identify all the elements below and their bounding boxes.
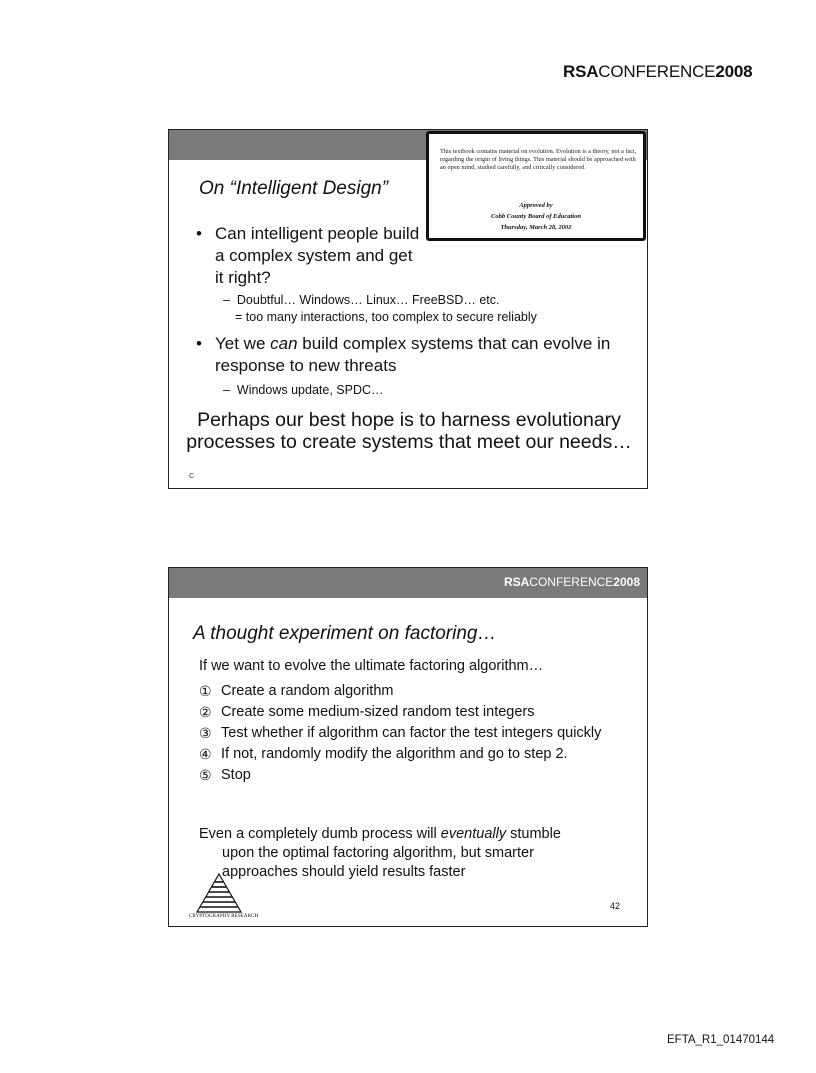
page-number: 42 (610, 901, 621, 911)
conclusion-text: Perhaps our best hope is to harness evolutionary processes to create systems that meet our needs… (186, 409, 632, 453)
rsa-conference-logo (504, 575, 640, 589)
logo-year-text: 2008 (613, 575, 640, 589)
sub-bullet-item (223, 293, 500, 308)
sub-bullet-text: Doubtful… Windows… Linux… FreeBSD… etc. (236, 293, 500, 307)
bullet-icon: • (196, 224, 202, 243)
bullet-item (196, 223, 421, 289)
step-text: Test whether if algorithm can factor the test integers quickly (221, 725, 602, 741)
logo-rsa-text: RSA (503, 575, 530, 589)
emphasis-text: can (270, 334, 298, 353)
paragraph-line: upon the optimal factoring algorithm, but smarter (222, 845, 534, 861)
bullet-text: Can intelligent people build a complex system and get it right? (215, 224, 420, 287)
bullet-item (196, 333, 616, 377)
step-number-icon: ① (199, 683, 212, 699)
sticker-board-name: Cobb County Board of Education (491, 213, 581, 220)
logo-conference-text: CONFERENCE (598, 62, 716, 81)
paragraph-line: approaches should yield results faster (222, 864, 466, 880)
step-item (199, 682, 629, 701)
step-number-icon: ③ (199, 725, 212, 741)
logo-rsa-text: RSA (563, 62, 599, 81)
cryptography-research-text: CRYPTOGRAPHY RESEARCH (189, 914, 259, 919)
step-text: Create a random algorithm (221, 683, 394, 699)
slide-intelligent-design (168, 129, 648, 489)
sticker-approved-by: Approved by (519, 202, 553, 209)
summary-paragraph: Even a completely dumb process will eventually stumble upon the optimal factoring algorithm, but smarter approaches should yield results faster (199, 825, 629, 882)
sticker-text: This textbook contains material on evolution. Evolution is a theory, not a fact, regarding the origin of living things. This material should be approached with an open mind, studied carefully, and critically considered. (440, 148, 637, 171)
sticker-date: Thursday, March 28, 2002 (500, 224, 572, 231)
logo-conference-text: CONFERENCE (529, 575, 614, 589)
corner-mark: C (189, 473, 197, 480)
step-item (199, 745, 629, 764)
slide-header-bar (169, 568, 647, 598)
step-text: Stop (221, 767, 251, 783)
dash-icon: – (223, 383, 230, 397)
step-item (199, 724, 629, 743)
bullet-text: Yet we can build complex systems that can evolve in response to new threats (215, 334, 611, 375)
step-item (199, 703, 629, 722)
logo-year-text: 2008 (715, 62, 753, 81)
step-text: If not, randomly modify the algorithm and go to step 2. (221, 746, 568, 762)
textbook-sticker-image (426, 131, 646, 241)
sub-bullet-text: Windows update, SPDC… (236, 383, 384, 397)
document-id: EFTA_R1_01470144 (667, 1034, 775, 1046)
sub-bullet-item (223, 383, 384, 398)
step-number-icon: ⑤ (199, 767, 212, 783)
step-text: Create some medium-sized random test integers (221, 704, 535, 720)
slide-title: On “Intelligent Design” (199, 178, 389, 199)
step-number-icon: ② (199, 704, 212, 720)
step-number-icon: ④ (199, 746, 212, 762)
rsa-conference-logo (563, 62, 752, 82)
steps-list (199, 682, 629, 787)
dash-icon: – (223, 293, 230, 307)
step-item (199, 766, 629, 785)
sub-bullet-continuation: = too many interactions, too complex to secure reliably (235, 310, 537, 324)
bullet-icon: • (196, 334, 202, 353)
emphasis-text: eventually (440, 826, 507, 842)
slide-title: A thought experiment on factoring… (193, 623, 497, 644)
slide-factoring-experiment (168, 567, 648, 927)
intro-text: If we want to evolve the ultimate factoring algorithm… (199, 658, 544, 674)
